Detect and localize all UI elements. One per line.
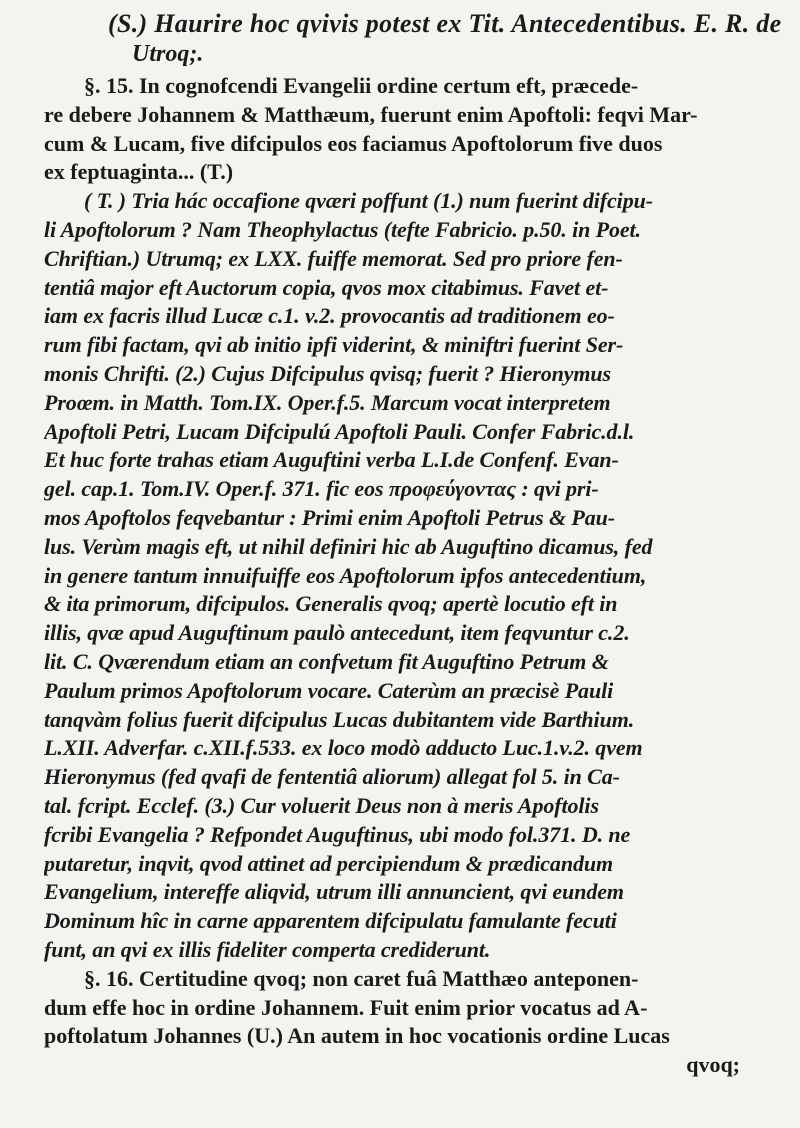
text-line: §. 16. Certitudine qvoq; non caret fuâ Matthæo anteponen- [84, 965, 639, 991]
footnote-T [44, 187, 762, 965]
running-head: (S.) Haurire hoc qvivis potest ex Tit. Antecedentibus. E. R. de [108, 9, 782, 38]
text-line: monis Chrifti. (2.) Cujus Difcipulus qvisq; fuerit ? Hieronymus [44, 360, 612, 386]
section-16-paragraph [44, 965, 762, 1051]
text-line: illis, qvæ apud Auguftinum paulò antecedunt, item feqvuntur c.2. [44, 620, 630, 646]
text-line: tal. fcript. Ecclef. (3.) Cur voluerit Deus non à meris Apoftolis [44, 792, 599, 818]
text-line: mos Apoftolos feqvebantur : Primi enim Apoftoli Petrus & Pau- [44, 504, 616, 530]
text-line: rum fibi factam, qvi ab initio ipfi viderint, & miniftri fuerint Ser- [44, 332, 624, 358]
running-head-continuation: Utroq;. [132, 41, 204, 67]
text-line: Et huc forte trahas etiam Auguftini verba L.I.de Confenf. Evan- [44, 447, 619, 473]
text-line: lit. C. Qværendum etiam an confvetum fit Auguftino Petrum & [44, 648, 609, 674]
text-line: Hieronymus (fed qvafi de fententiâ aliorum) allegat fol 5. in Ca- [44, 764, 620, 790]
text-line: Proœm. in Matth. Tom.IX. Oper.f.5. Marcum vocat interpretem [44, 389, 611, 415]
text-line: fcribi Evangelia ? Refpondet Auguftinus, ubi modo fol.371. D. ne [44, 821, 631, 847]
text-line: cum & Lucam, five difcipulos eos faciamus Apoftolorum five duos [44, 130, 663, 156]
text-line: ( T. ) Tria hác occafione qværi poffunt (1.) num fuerint difcipu- [84, 188, 653, 214]
text-line: tanqvàm folius fuerit difcipulus Lucas dubitantem vide Barthium. [44, 706, 635, 732]
text-line: Paulum primos Apoftolorum vocare. Caterùm an præcisè Pauli [44, 677, 614, 703]
text-line: funt, an qvi ex illis fideliter comperta crediderunt. [44, 936, 491, 962]
text-line: dum effe hoc in ordine Johannem. Fuit enim prior vocatus ad A- [44, 994, 648, 1020]
text-line: Apoftoli Petri, Lucam Difcipulú Apoftoli Pauli. Confer Fabric.d.l. [44, 418, 635, 444]
text-line: poftolatum Johannes (U.) An autem in hoc vocationis ordine Lucas [44, 1023, 670, 1049]
text-line: in genere tantum innuifuiffe eos Apoftolorum ipfos antecedentium, [44, 562, 647, 588]
catchword: qvoq; [686, 1052, 740, 1078]
text-line: re debere Johannem & Matthæum, fuerunt enim Apoftoli: feqvi Mar- [44, 101, 698, 127]
text-line: gel. cap.1. Tom.IV. Oper.f. 371. fic eos προφεύγοντας : qvi pri- [44, 476, 599, 502]
section-15-paragraph [44, 72, 762, 187]
text-line: ex feptuaginta... (T.) [44, 159, 234, 185]
text-line: Evangelium, intereffe aliqvid, utrum illi annuncient, qvi eundem [44, 879, 624, 905]
text-line: & ita primorum, difcipulos. Generalis qvoq; apertè locutio eft in [44, 591, 618, 617]
text-line: li Apoftolorum ? Nam Theophylactus (tefte Fabricio. p.50. in Poet. [44, 216, 641, 242]
text-line: tentiâ major eft Auctorum copia, qvos mox citabimus. Favet et- [44, 274, 609, 300]
text-line: Dominum hîc in carne apparentem difcipulatu famulante fecuti [44, 908, 617, 934]
text-line: putaretur, inqvit, qvod attinet ad percipiendum & prædicandum [44, 850, 614, 876]
text-line: Chriftian.) Utrumq; ex LXX. fuiffe memorat. Sed pro priore fen- [44, 245, 623, 271]
text-line: lus. Verùm magis eft, ut nihil definiri hic ab Auguftino dicamus, fed [44, 533, 653, 559]
text-line: §. 15. In cognofcendi Evangelii ordine certum eft, præcede- [84, 73, 639, 98]
text-line: iam ex facris illud Lucæ c.1. v.2. provocantis ad traditionem eo- [44, 303, 615, 329]
text-line: L.XII. Adverfar. c.XII.f.533. ex loco modò adducto Luc.1.v.2. qvem [44, 735, 643, 761]
